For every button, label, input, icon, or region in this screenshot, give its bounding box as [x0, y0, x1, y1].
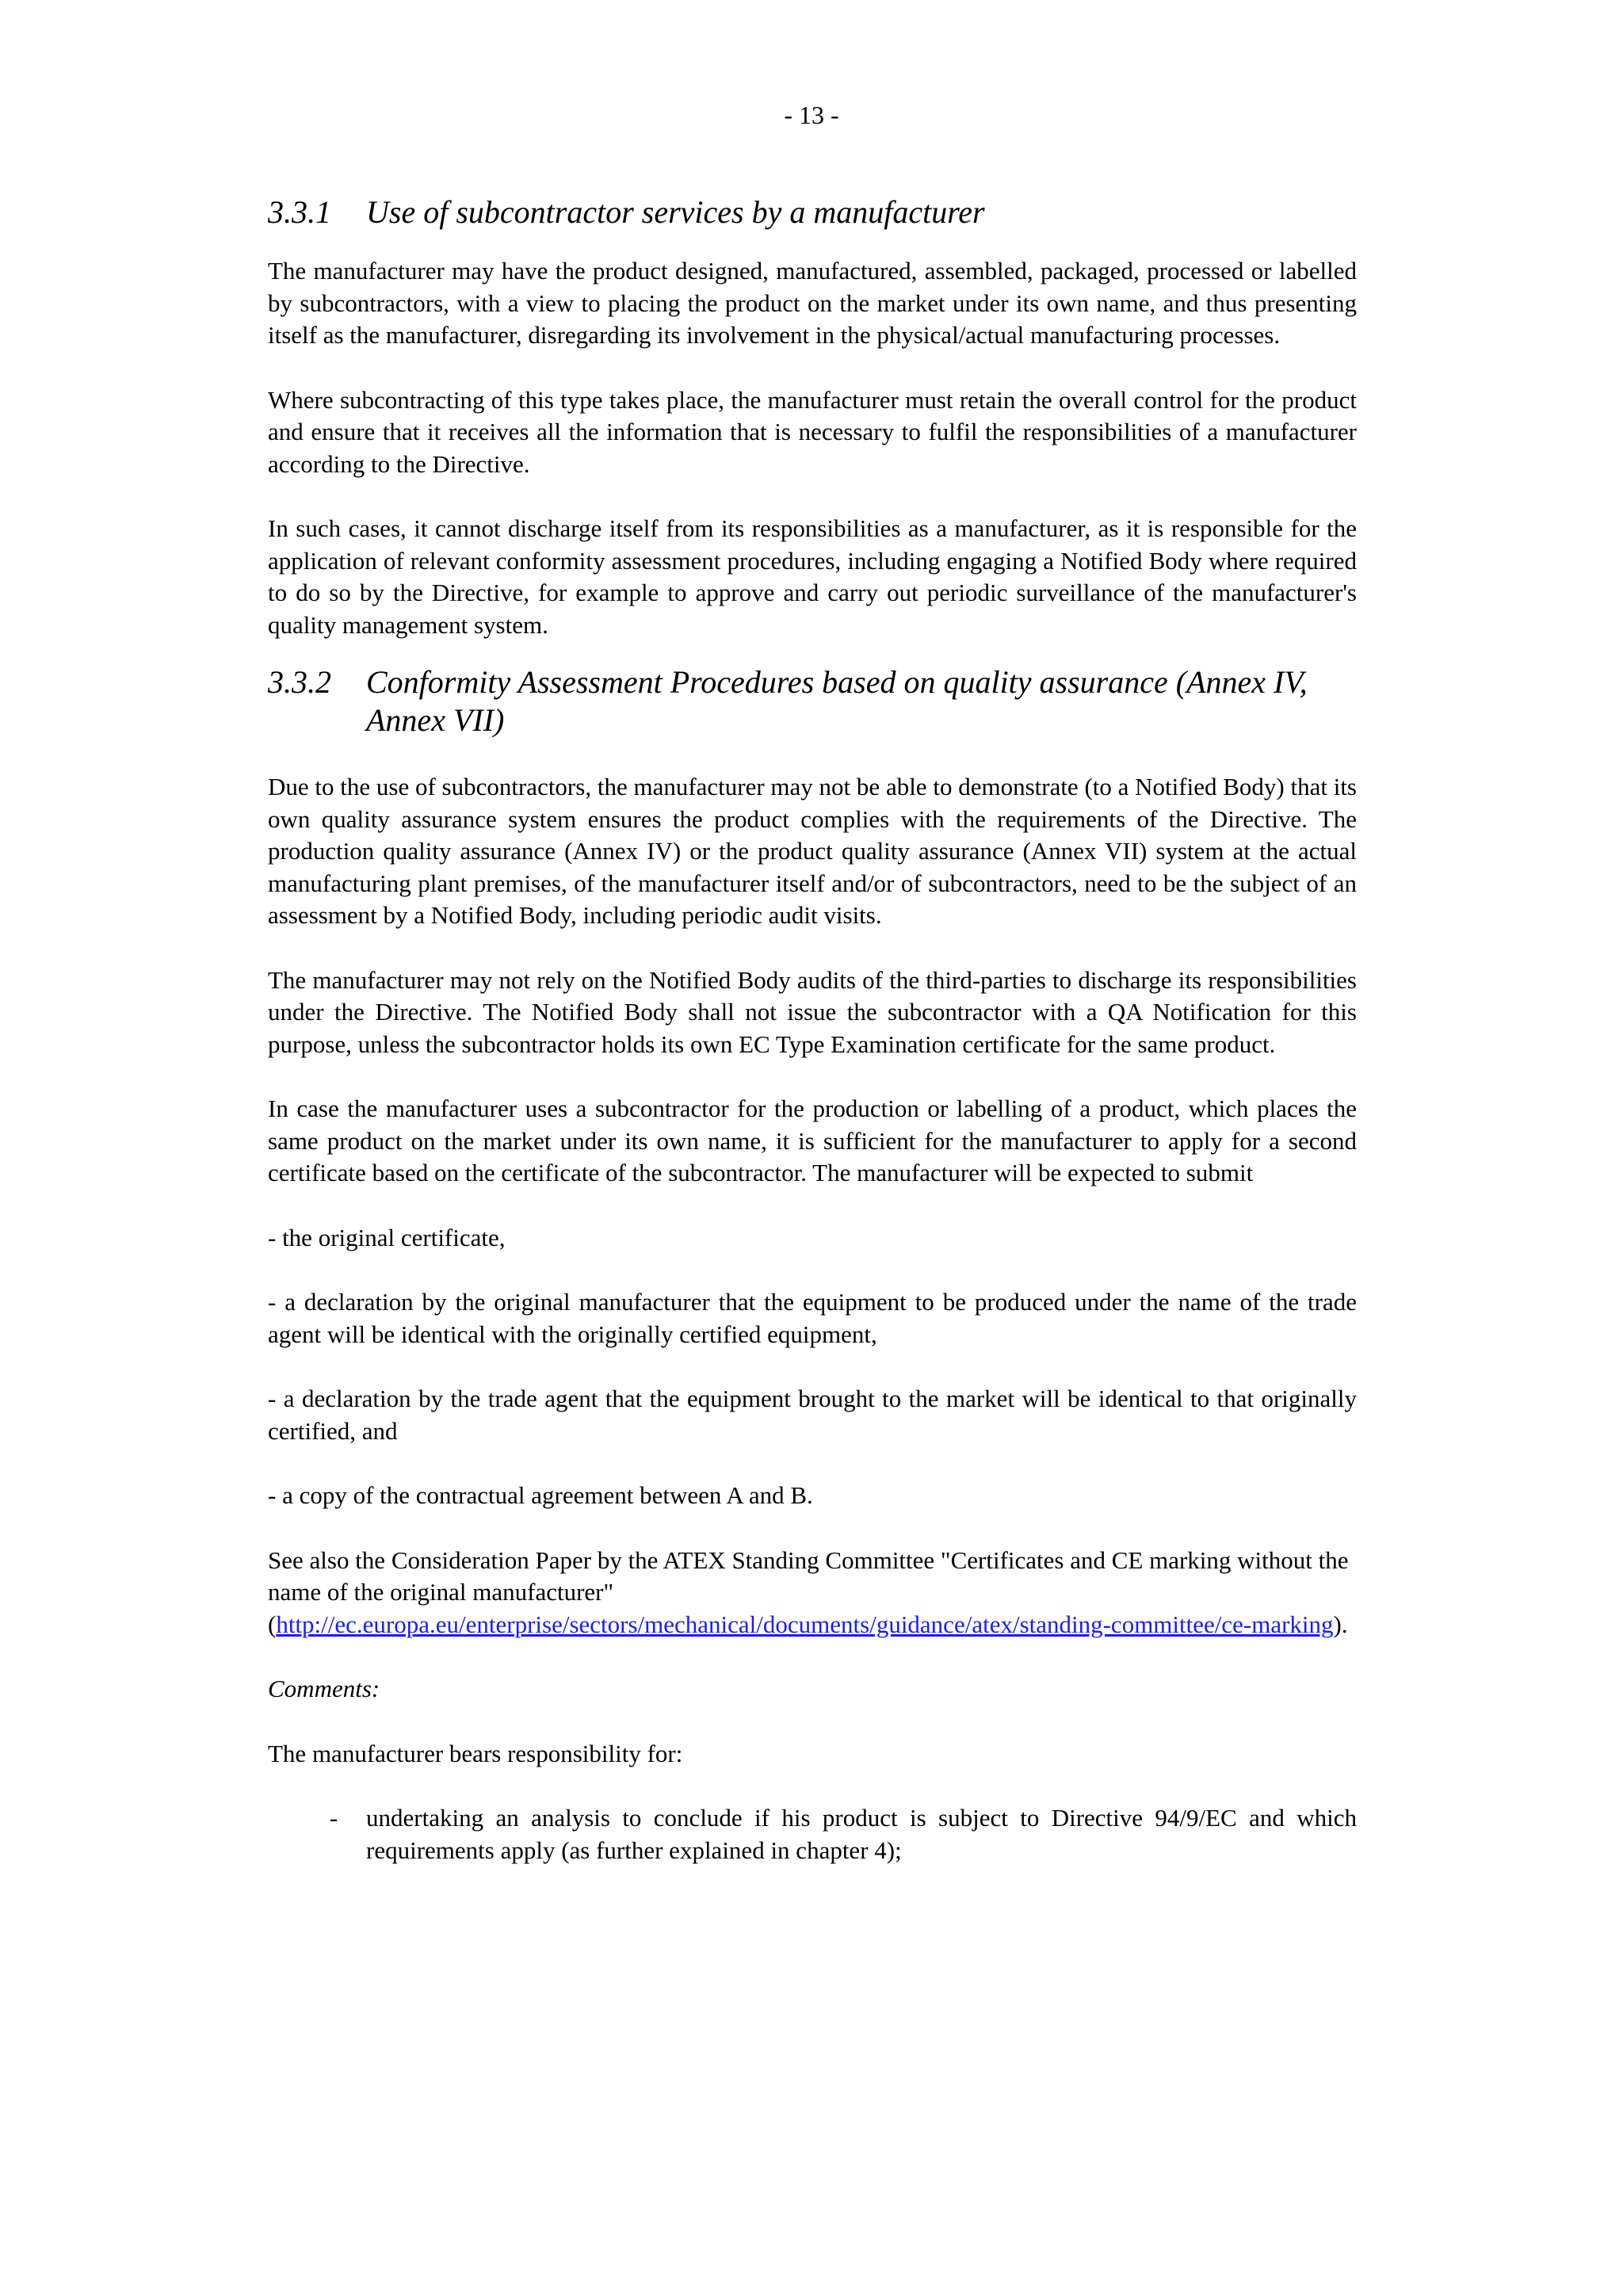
paragraph: In case the manufacturer uses a subcontractor for the production or labelling of a product, which places the same product on the market under its own name, it is sufficient for the manufacturer to apply for a second certificate based on the certificate of the subcontractor. The manufacturer will be expected to submit: [268, 1095, 1357, 1186]
page-number: - 13 -: [784, 101, 839, 129]
list-item: - a declaration by the original manufacturer that the equipment to be produced under the name of the trade agent will be identical with the originally certified equipment,: [268, 1288, 1357, 1348]
paragraph: The manufacturer may not rely on the Notified Body audits of the third-parties to discharge its responsibilities under the Directive. The Notified Body shall not issue the subcontractor with a QA Notification for this purpose, unless the subcontractor holds its own EC Type Examination certificate for the same product.: [268, 965, 1357, 1058]
consideration-paper-link[interactable]: http://ec.europa.eu/enterprise/sectors/mechanical/documents/guidance/atex/standing-committee/ce-marking: [276, 1610, 1334, 1638]
list-item: - a declaration by the trade agent that the equipment brought to the market will be identical to that originally certified, and: [268, 1385, 1357, 1445]
bullet-text: undertaking an analysis to conclude if his product is subject to Directive 94/9/EC and which requirements apply (as further explained in chapter 4);: [366, 1804, 1357, 1864]
section-number: 3.3.1: [268, 194, 331, 230]
link-close-paren: ).: [1333, 1610, 1348, 1638]
comments-label: Comments:: [268, 1675, 380, 1702]
page-content: [268, 193, 1357, 1866]
bullet-item: [268, 1802, 1357, 1866]
see-also-text: See also the Consideration Paper by the ATEX Standing Committee "Certificates and CE marking without the name of the original manufacturer": [268, 1545, 1349, 1606]
paragraph: The manufacturer may have the product designed, manufactured, assembled, packaged, processed or labelled by subcontractors, with a view to placing the product on the market under its own name, and thus presenting itself as the manufacturer, disregarding its involvement in the physical/actual manufacturing processes.: [268, 257, 1357, 349]
bullet-dash: -: [330, 1804, 338, 1832]
paragraph: In such cases, it cannot discharge itself from its responsibilities as a manufacturer, as it is responsible for the application of relevant conformity assessment procedures, including engaging a Notified Body where required to do so by the Directive, for example to approve and carry out periodic surveillance of the manufacturer's quality management system.: [268, 514, 1357, 639]
link-open-paren: (: [268, 1610, 277, 1638]
list-item: - a copy of the contractual agreement between A and B.: [268, 1481, 813, 1509]
section-heading-3-3-1: [268, 193, 1357, 231]
section-title: Use of subcontractor services by a manufacturer: [366, 194, 985, 230]
section-number: 3.3.2: [268, 664, 331, 700]
see-also-paragraph: [268, 1545, 1357, 1641]
paragraph: The manufacturer bears responsibility for:: [268, 1739, 683, 1767]
list-item: - the original certificate,: [268, 1223, 506, 1251]
section-heading-3-3-2: [268, 663, 1357, 739]
section-title: Conformity Assessment Procedures based on quality assurance (Annex IV, Annex VII): [366, 664, 1308, 738]
paragraph: Due to the use of subcontractors, the manufacturer may not be able to demonstrate (to a Notified Body) that its own quality assurance system ensures the product complies with the requirements of the Directive. The production quality assurance (Annex IV) or the product quality assurance (Annex VII) system at the actual manufacturing plant premises, of the manufacturer itself and/or of subcontractors, need to be the subject of an assessment by a Notified Body, including periodic audit visits.: [268, 773, 1357, 929]
paragraph: Where subcontracting of this type takes place, the manufacturer must retain the overall control for the product and ensure that it receives all the information that is necessary to fulfil the responsibilities of a manufacturer according to the Directive.: [268, 385, 1357, 478]
